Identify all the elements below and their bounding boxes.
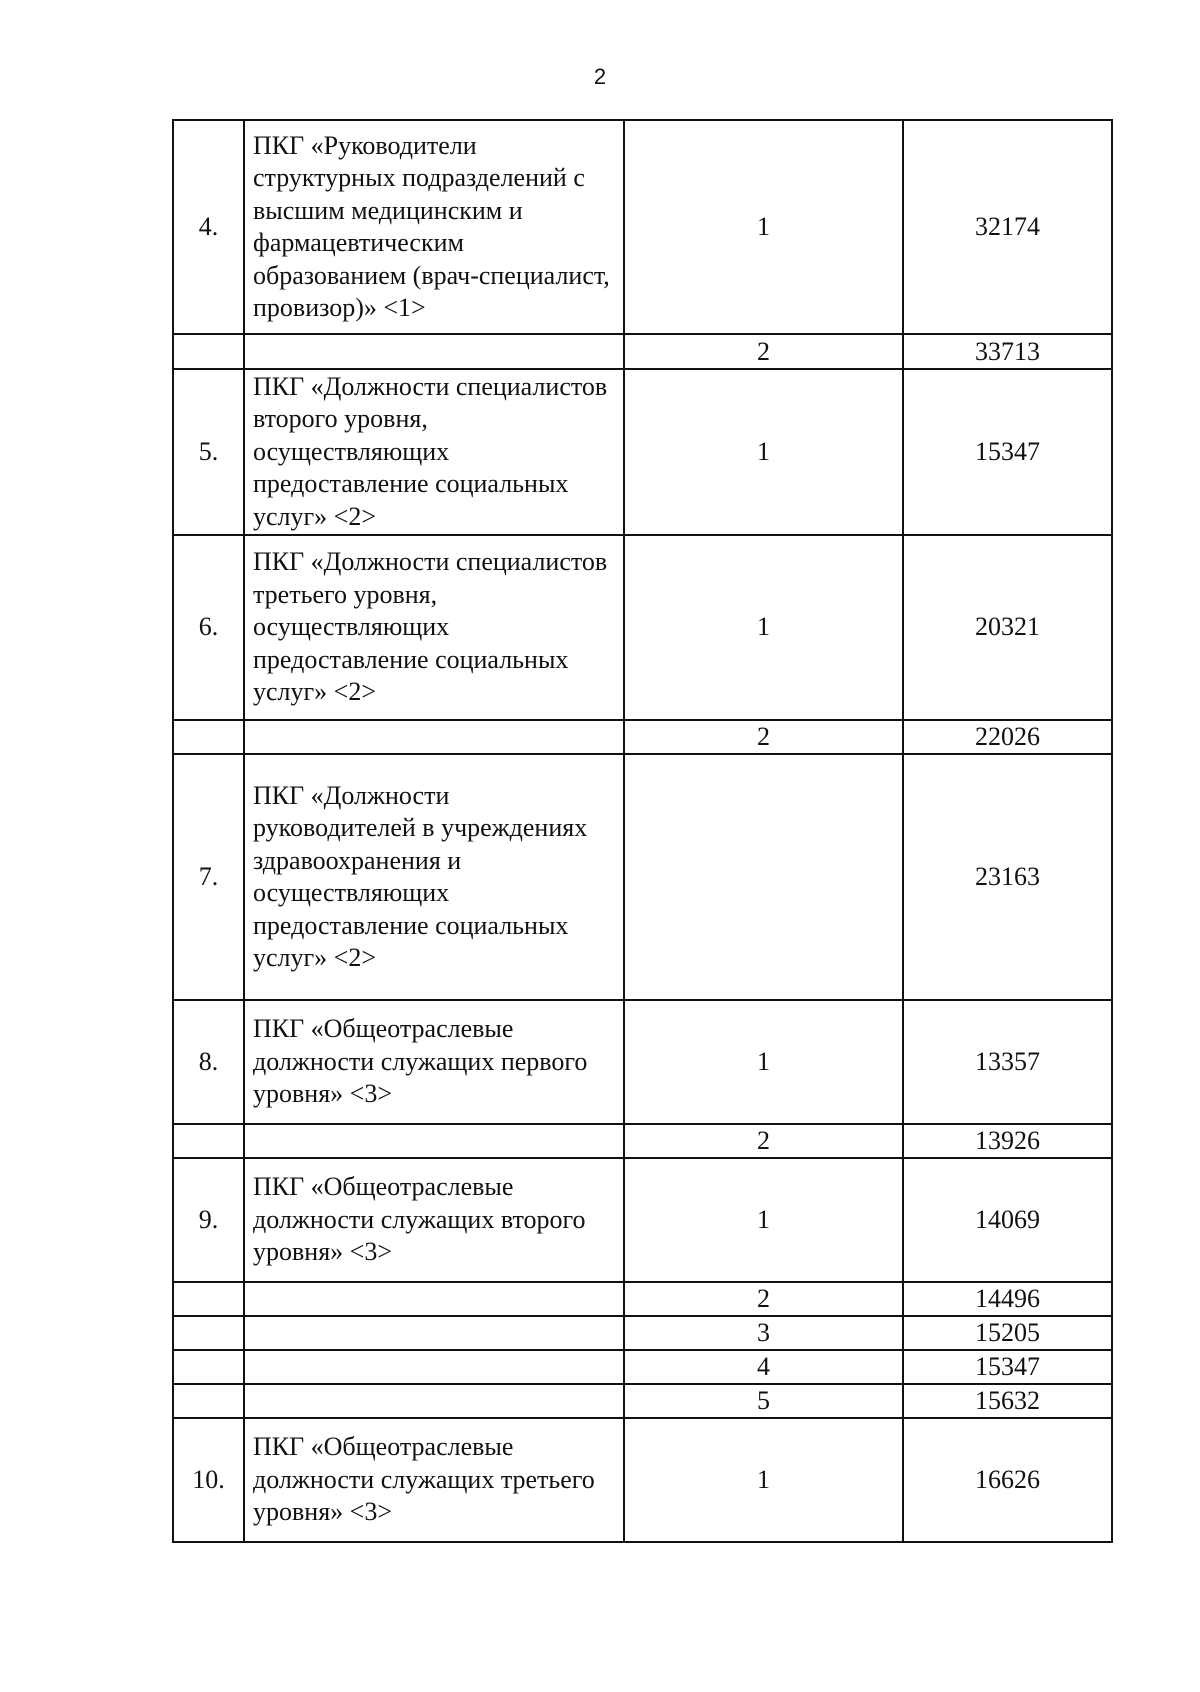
page-number: 2 <box>593 64 607 89</box>
salary-value: 33713 <box>903 334 1112 369</box>
salary-value: 16626 <box>903 1418 1112 1542</box>
row-number: 8. <box>173 1000 244 1124</box>
table-row <box>173 1316 1112 1350</box>
salary-table <box>172 119 1113 1543</box>
table-row <box>173 1158 1112 1282</box>
group-name <box>244 1350 624 1384</box>
row-number: 9. <box>173 1158 244 1282</box>
salary-value: 23163 <box>903 754 1112 1000</box>
group-name <box>244 1124 624 1158</box>
salary-value: 15347 <box>903 369 1112 535</box>
qualification-level: 1 <box>624 120 903 334</box>
row-number <box>173 1282 244 1316</box>
salary-value: 20321 <box>903 535 1112 720</box>
group-name: ПКГ «Должности специалистов второго уровня, осуществляющих предоставление социальных услуг» <2> <box>244 369 624 535</box>
qualification-level: 3 <box>624 1316 903 1350</box>
qualification-level: 2 <box>624 1124 903 1158</box>
row-number: 5. <box>173 369 244 535</box>
table-row <box>173 754 1112 1000</box>
qualification-level: 1 <box>624 369 903 535</box>
row-number <box>173 1384 244 1418</box>
salary-value: 13926 <box>903 1124 1112 1158</box>
group-name: ПКГ «Общеотраслевые должности служащих второго уровня» <3> <box>244 1158 624 1282</box>
qualification-level: 2 <box>624 334 903 369</box>
group-name: ПКГ «Общеотраслевые должности служащих первого уровня» <3> <box>244 1000 624 1124</box>
qualification-level: 2 <box>624 720 903 754</box>
row-number: 10. <box>173 1418 244 1542</box>
group-name <box>244 1384 624 1418</box>
group-name <box>244 334 624 369</box>
qualification-level: 1 <box>624 535 903 720</box>
salary-value: 15205 <box>903 1316 1112 1350</box>
salary-value: 14069 <box>903 1158 1112 1282</box>
salary-value: 14496 <box>903 1282 1112 1316</box>
table-row <box>173 120 1112 334</box>
table-row <box>173 535 1112 720</box>
table-row <box>173 1350 1112 1384</box>
row-number <box>173 1124 244 1158</box>
salary-value: 32174 <box>903 120 1112 334</box>
qualification-level: 1 <box>624 1158 903 1282</box>
row-number: 7. <box>173 754 244 1000</box>
table-row <box>173 1124 1112 1158</box>
table-row <box>173 369 1112 535</box>
table-row <box>173 1000 1112 1124</box>
group-name: ПКГ «Должности руководителей в учреждениях здравоохранения и осуществляющих предоставление социальных услуг» <2> <box>244 754 624 1000</box>
table-row <box>173 1282 1112 1316</box>
row-number <box>173 1316 244 1350</box>
salary-value: 13357 <box>903 1000 1112 1124</box>
qualification-level: 4 <box>624 1350 903 1384</box>
row-number <box>173 720 244 754</box>
table-row <box>173 720 1112 754</box>
salary-value: 15632 <box>903 1384 1112 1418</box>
row-number: 6. <box>173 535 244 720</box>
group-name <box>244 1316 624 1350</box>
group-name: ПКГ «Руководители структурных подразделений с высшим медицинским и фармацевтическим образованием (врач-специалист, провизор)» <1> <box>244 120 624 334</box>
salary-value: 15347 <box>903 1350 1112 1384</box>
row-number <box>173 1350 244 1384</box>
qualification-level <box>624 754 903 1000</box>
qualification-level: 2 <box>624 1282 903 1316</box>
group-name: ПКГ «Должности специалистов третьего уровня, осуществляющих предоставление социальных услуг» <2> <box>244 535 624 720</box>
salary-value: 22026 <box>903 720 1112 754</box>
group-name <box>244 720 624 754</box>
qualification-level: 5 <box>624 1384 903 1418</box>
table-row <box>173 334 1112 369</box>
row-number <box>173 334 244 369</box>
table-row <box>173 1418 1112 1542</box>
row-number: 4. <box>173 120 244 334</box>
table-row <box>173 1384 1112 1418</box>
qualification-level: 1 <box>624 1000 903 1124</box>
qualification-level: 1 <box>624 1418 903 1542</box>
group-name: ПКГ «Общеотраслевые должности служащих третьего уровня» <3> <box>244 1418 624 1542</box>
group-name <box>244 1282 624 1316</box>
